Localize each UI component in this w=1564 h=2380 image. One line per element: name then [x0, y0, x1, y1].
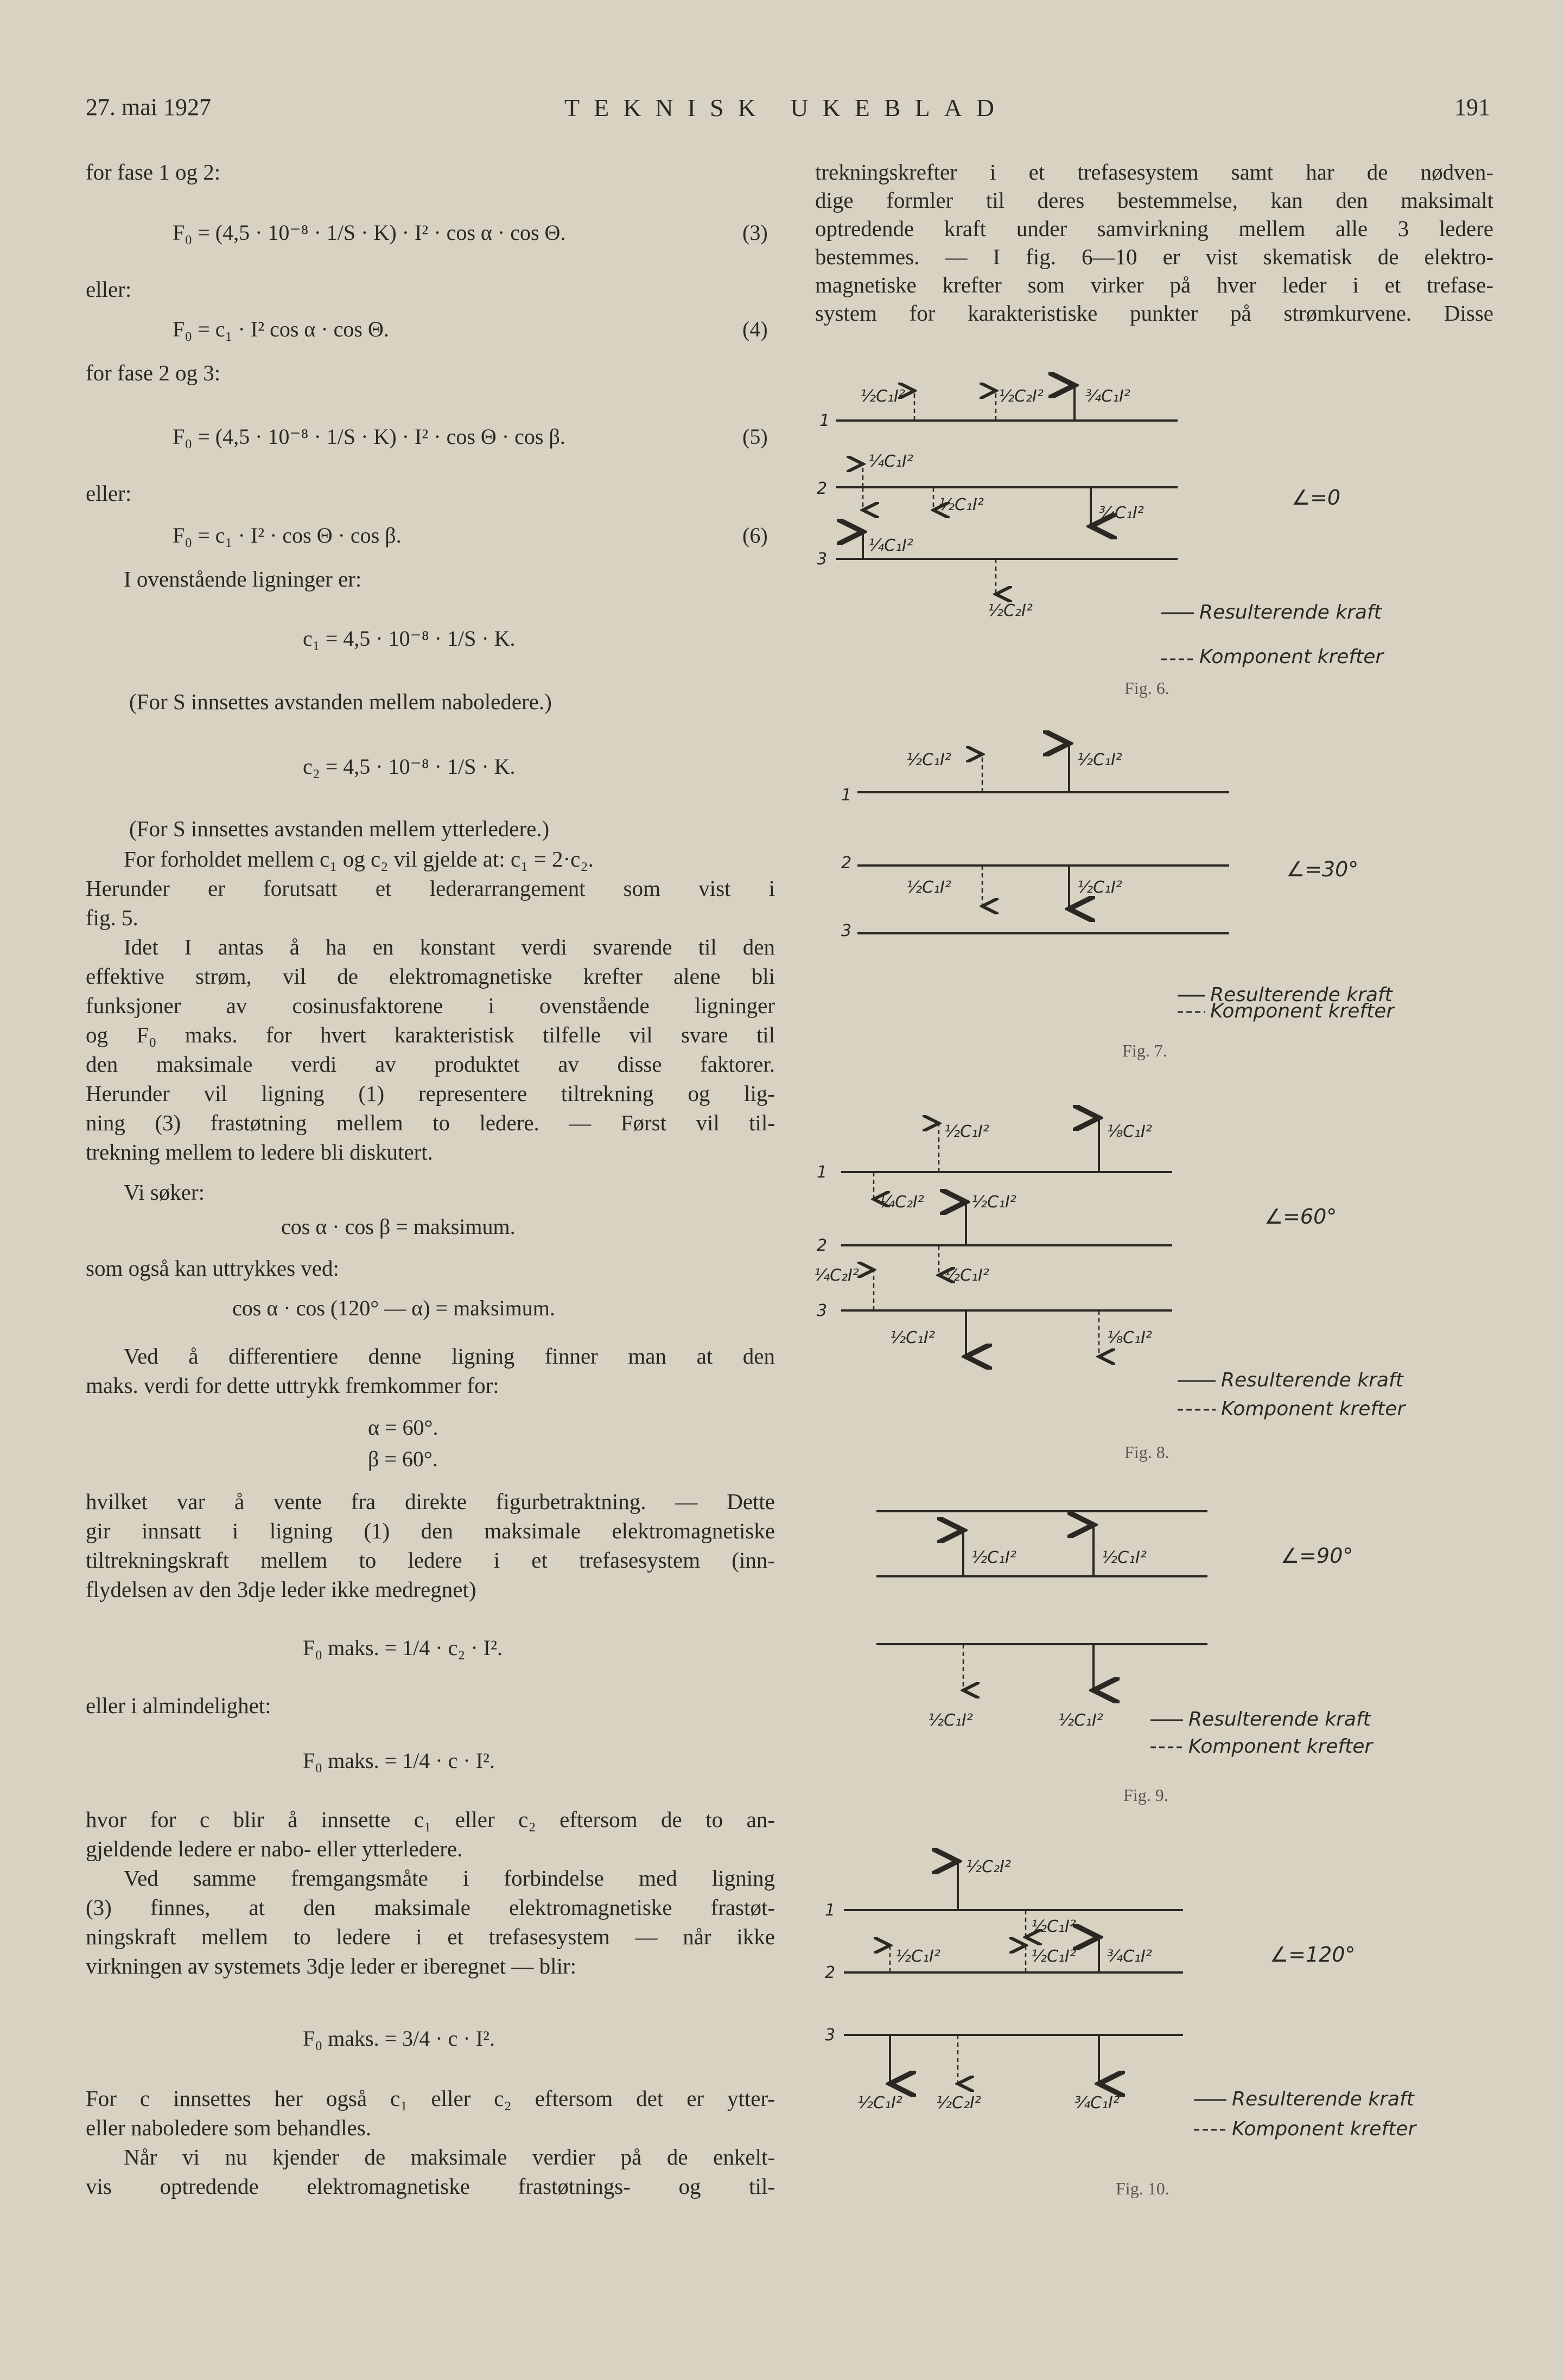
c1-note: (For S innsettes avstanden mellem naboledere.) — [129, 689, 552, 714]
para10-line: eller naboledere som behandles. — [86, 2115, 371, 2140]
para11-line: Når vi nu kjender de maksimale verdier på de enkelt- — [124, 2144, 775, 2169]
para2-line: trekning mellem to ledere bli diskutert. — [86, 1140, 433, 1164]
f0-max-general: F₀ maks. = 1/4 · c · I². — [303, 1748, 495, 1773]
header-date: 27. mai 1927 — [86, 94, 211, 120]
equation-4-number: (4) — [742, 317, 768, 341]
force-label: ½C₁I² — [906, 750, 951, 769]
line-2-label: 2 — [825, 1963, 836, 1982]
force-label: ½C₁I² — [1031, 1947, 1076, 1966]
force-label: ¾C₁I² — [1099, 504, 1144, 523]
para8-line: hvor for c blir å innsette c₁ eller c₂ eftersom de to an- — [86, 1807, 775, 1832]
equation-3: F₀ = (4,5 · 10⁻⁸ · 1/S · K) · I² · cos α · cos Θ. — [173, 220, 566, 245]
para3: Vi søker: — [124, 1180, 205, 1205]
para2-line: og F₀ maks. for hvert karakteristisk tilfelle vil svare til — [86, 1022, 775, 1047]
line-1-label: 1 — [841, 786, 852, 805]
angle-label: ∠=60° — [1264, 1205, 1337, 1229]
intro-line: optredende kraft under samvirkning mellem alle 3 ledere — [815, 216, 1493, 241]
force-label: ½C₁I² — [944, 1266, 989, 1285]
equation-5: F₀ = (4,5 · 10⁻⁸ · 1/S · K) · I² · cos Θ · cos β. — [173, 424, 565, 449]
para1-line: fig. 5. — [86, 905, 138, 930]
legend-resultant: Resulterende kraft — [1221, 1369, 1403, 1391]
force-label: ⅛C₁I² — [1107, 1122, 1152, 1141]
force-label: ¼C₁I² — [868, 536, 913, 555]
force-label: ¾C₁I² — [1085, 387, 1130, 406]
eller-label: eller: — [86, 277, 132, 302]
para6-line: gir innsatt i ligning (1) den maksimale elektromagnetiske — [86, 1518, 775, 1543]
force-label: ½C₁I² — [939, 495, 984, 514]
equation-4: F₀ = c₁ · I² cos α · cos Θ. — [173, 317, 389, 341]
figure-caption: Fig. 9. — [1123, 1785, 1168, 1805]
c1-definition: c₁ = 4,5 · 10⁻⁸ · 1/S · K. — [303, 626, 516, 651]
para9-line: virkningen av systemets 3dje leder er iberegnet — blir: — [86, 1953, 577, 1978]
figure-6 — [836, 385, 1178, 594]
line-1-label: 1 — [817, 1163, 828, 1182]
figure-caption: Fig. 8. — [1124, 1442, 1169, 1462]
angle-label: ∠=0 — [1292, 486, 1341, 510]
max-equation-2: cos α · cos (120° — α) = maksimum. — [232, 1296, 555, 1320]
equation-3-number: (3) — [742, 220, 768, 245]
force-label: ¼C₂I² — [814, 1266, 859, 1285]
legend-resultant: Resulterende kraft — [1232, 2088, 1414, 2110]
force-label: ½C₁I² — [944, 1122, 989, 1141]
para2-line: Idet I antas å ha en konstant verdi svarende til den — [124, 934, 775, 959]
para10-line: For c innsettes her også c₁ eller c₂ eftersom det er ytter- — [86, 2086, 775, 2111]
force-label: ⅛C₁I² — [1107, 1328, 1152, 1347]
intro-line: system for karakteristiske punkter på strømkurvene. Disse — [815, 301, 1493, 326]
figure-caption: Fig. 7. — [1122, 1041, 1167, 1060]
force-label: ½C₁I² — [971, 1193, 1016, 1212]
legend-resultant: Resulterende kraft — [1188, 1708, 1371, 1730]
c2-note: (For S innsettes avstanden mellem ytterledere.) — [129, 816, 550, 841]
intro-line: bestemmes. — I fig. 6—10 er vist skematisk de elektro- — [815, 244, 1493, 269]
force-label: ½C₁I² — [895, 1947, 940, 1966]
line-2-label: 2 — [817, 1236, 828, 1255]
para1-line: For forholdet mellem c₁ og c₂ vil gjelde at: c₁ = 2·c₂. — [124, 847, 594, 871]
beta-value: β = 60°. — [368, 1447, 438, 1471]
c2-definition: c₂ = 4,5 · 10⁻⁸ · 1/S · K. — [303, 754, 516, 779]
max-equation-1: cos α · cos β = maksimum. — [281, 1214, 516, 1239]
left-column — [86, 0, 775, 2380]
angle-label: ∠=30° — [1286, 857, 1359, 881]
para7: eller i almindelighet: — [86, 1693, 271, 1718]
force-label: ½C₁I² — [928, 1711, 973, 1730]
legend-component: Komponent krefter — [1199, 646, 1384, 668]
force-label: ½C₂I² — [999, 387, 1044, 406]
line-1-label: 1 — [819, 411, 830, 430]
para4: som også kan uttrykkes ved: — [86, 1256, 339, 1281]
figure-8 — [841, 1118, 1172, 1357]
phase-2-3-label: for fase 2 og 3: — [86, 360, 221, 385]
para6-line: hvilket var å vente fra direkte figurbetraktning. — Dette — [86, 1489, 775, 1514]
figure-caption: Fig. 6. — [1124, 678, 1169, 698]
figure-7 — [857, 743, 1229, 933]
para11-line: vis optredende elektromagnetiske frastøtnings- og til- — [86, 2174, 775, 2199]
force-label: ½C₁I² — [1031, 1917, 1076, 1936]
force-label: ¾C₁I² — [1075, 2093, 1120, 2112]
force-label: ½C₁I² — [1077, 878, 1122, 897]
para5-line: maks. verdi for dette uttrykk fremkommer for: — [86, 1373, 499, 1398]
para6-line: flydelsen av den 3dje leder ikke medregnet) — [86, 1577, 476, 1602]
intro-line: dige formler til deres bestemmelse, kan den maksimalt — [815, 188, 1493, 213]
para2-line: Herunder vil ligning (1) representere tiltrekning og lig- — [86, 1081, 775, 1106]
line-3-label: 3 — [817, 550, 828, 569]
legend-resultant: Resulterende kraft — [1210, 984, 1393, 1006]
force-label: ½C₁I² — [1058, 1711, 1103, 1730]
para9-line: (3) finnes, at den maksimale elektromagnetiske frastøt- — [86, 1895, 775, 1920]
line-3-label: 3 — [841, 921, 852, 940]
para2-line: effektive strøm, vil de elektromagnetiske krefter alene bli — [86, 964, 775, 989]
force-label: ½C₁I² — [857, 2093, 902, 2112]
intro-line: magnetiske krefter som virker på hver leder i et trefase- — [815, 272, 1493, 297]
legend-resultant: Resulterende kraft — [1199, 601, 1382, 623]
para6-line: tiltrekningskraft mellem to ledere i et trefasesystem (inn- — [86, 1548, 775, 1573]
angle-label: ∠=120° — [1270, 1943, 1356, 1967]
para2-line: den maksimale verdi av produktet av disse faktorer. — [86, 1052, 775, 1077]
para9-line: ningskraft mellem to ledere i et trefasesystem — når ikke — [86, 1924, 775, 1949]
para1-line: Herunder er forutsatt et lederarrangement som vist i — [86, 876, 775, 901]
f0-max-attraction: F₀ maks. = 1/4 · c₂ · I². — [303, 1636, 503, 1660]
equation-5-number: (5) — [742, 424, 768, 449]
force-diagrams — [803, 347, 1503, 2214]
equation-6-number: (6) — [742, 523, 768, 548]
legend-component: Komponent krefter — [1188, 1735, 1373, 1758]
force-label: ½C₁I² — [890, 1328, 935, 1347]
page-number: 191 — [1454, 94, 1490, 120]
journal-title: TEKNISK UKEBLAD — [564, 94, 1009, 122]
force-label: ½C₁I² — [971, 1548, 1016, 1567]
phase-1-2-label: for fase 1 og 2: — [86, 160, 221, 184]
line-2-label: 2 — [817, 479, 828, 498]
line-3-label: 3 — [817, 1301, 828, 1320]
figure-9 — [876, 1511, 1207, 1690]
line-1-label: 1 — [825, 1901, 836, 1920]
para5-line: Ved å differentiere denne ligning finner man at den — [124, 1344, 775, 1369]
force-label: ½C₂I² — [988, 601, 1033, 620]
para2-line: ning (3) frastøtning mellem to ledere. — Først vil til- — [86, 1110, 775, 1135]
f0-max-repulsion: F₀ maks. = 3/4 · c · I². — [303, 2026, 495, 2051]
force-label: ½C₁I² — [906, 878, 951, 897]
force-label: ½C₂I² — [966, 1857, 1011, 1876]
angle-label: ∠=90° — [1281, 1544, 1353, 1568]
para2-line: funksjoner av cosinusfaktorene i ovenstående ligninger — [86, 993, 775, 1018]
para8-line: gjeldende ledere er nabo- eller ytterledere. — [86, 1836, 463, 1861]
para9-line: Ved samme fremgangsmåte i forbindelse med ligning — [124, 1866, 775, 1891]
legend-component: Komponent krefter — [1210, 1000, 1395, 1022]
figure-caption: Fig. 10. — [1116, 2179, 1169, 2198]
force-label: ½C₁I² — [1102, 1548, 1147, 1567]
legend-component: Komponent krefter — [1232, 2118, 1416, 2140]
force-label: ½C₁I² — [860, 387, 905, 406]
force-label: ¼C₁I² — [868, 452, 913, 471]
legend-component: Komponent krefter — [1221, 1398, 1406, 1420]
force-label: ¼C₂I² — [879, 1193, 924, 1212]
equation-6: F₀ = c₁ · I² · cos Θ · cos β. — [173, 523, 402, 548]
intro-line: trekningskrefter i et trefasesystem samt har de nødven- — [815, 160, 1493, 184]
force-label: ¾C₁I² — [1107, 1947, 1152, 1966]
force-label: ½C₁I² — [1077, 750, 1122, 769]
where-label: I ovenstående ligninger er: — [124, 567, 362, 591]
eller-label-2: eller: — [86, 481, 132, 506]
line-2-label: 2 — [841, 854, 852, 873]
force-label: ½C₂I² — [936, 2093, 981, 2112]
alpha-value: α = 60°. — [368, 1415, 438, 1440]
line-3-label: 3 — [825, 2026, 836, 2045]
figure-10 — [844, 1861, 1183, 2084]
